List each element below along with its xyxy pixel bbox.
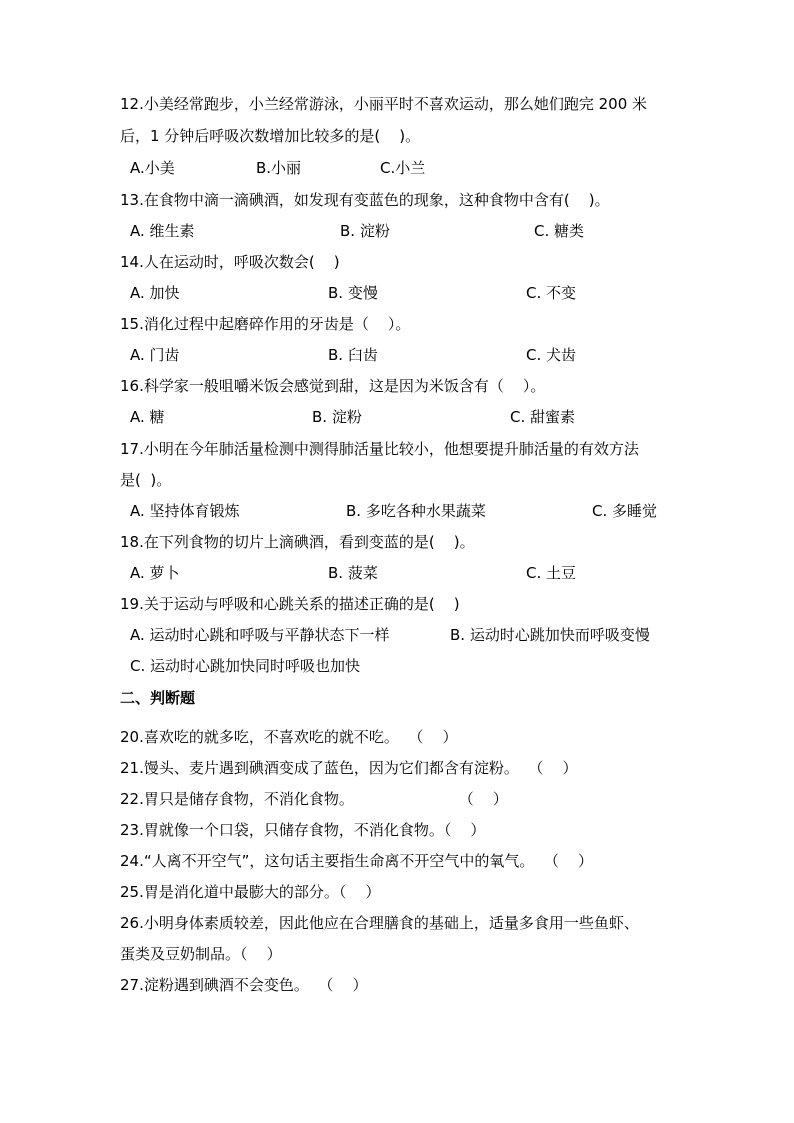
question-12-option-a: A.小美 [130,159,175,177]
question-18-option-b: B. 菠菜 [328,564,378,582]
question-18-option-c: C. 土豆 [526,564,577,582]
question-14: 14.人在运动时，呼吸次数会( ) [120,253,340,271]
question-16: 16.科学家一般咀嚼米饭会感觉到甜，这是因为米饭含有（ ）。 [120,377,546,395]
question-13: 13.在食物中滴一滴碘酒，如发现有变蓝色的现象，这种食物中含有( )。 [120,191,610,209]
question-13-option-c: C. 糖类 [534,222,585,240]
question-16-option-a: A. 糖 [130,408,165,426]
question-19-option-a: A. 运动时心跳和呼吸与平静状态下一样 [130,626,390,644]
question-19-option-b: B. 运动时心跳加快而呼吸变慢 [450,626,650,644]
question-12-option-b: B.小丽 [256,159,302,177]
question-13-option-a: A. 维生素 [130,222,195,240]
question-15-option-b: B. 臼齿 [328,346,378,364]
question-12-line-2: 后，1 分钟后呼吸次数增加比较多的是( )。 [120,127,421,145]
question-17-option-b: B. 多吃各种水果蔬菜 [346,502,486,520]
question-18-option-a: A. 萝卜 [130,564,180,582]
question-17-line-2: 是( )。 [120,471,172,489]
question-26-line-2: 蛋类及豆奶制品。（ ） [120,945,282,963]
question-16-option-b: B. 淀粉 [312,408,362,426]
question-17-option-c: C. 多睡觉 [592,502,658,520]
question-17-line-1: 17.小明在今年肺活量检测中测得肺活量比较小，他想要提升肺活量的有效方法 [120,440,639,458]
question-23: 23.胃就像一个口袋，只储存食物，不消化食物。（ ） [120,821,486,839]
question-15: 15.消化过程中起磨碎作用的牙齿是（ ）。 [120,315,411,333]
question-14-option-b: B. 变慢 [328,284,378,302]
question-24: 24.“人离不开空气”，这句话主要指生命离不开空气中的氧气。 （ ） [120,852,594,870]
question-18: 18.在下列食物的切片上滴碘酒，看到变蓝的是( )。 [120,533,475,551]
question-13-option-b: B. 淀粉 [340,222,390,240]
question-12-option-c: C.小兰 [380,159,426,177]
question-16-option-c: C. 甜蜜素 [510,408,576,426]
question-15-option-a: A. 门齿 [130,346,180,364]
question-22: 22.胃只是储存食物，不消化食物。 （ ） [120,790,508,808]
question-12-line-1: 12.小美经常跑步，小兰经常游泳，小丽平时不喜欢运动，那么她们跑完 200 米 [120,95,648,113]
question-26-line-1: 26.小明身体素质较差，因此他应在合理膳食的基础上，适量多食用一些鱼虾、 [120,914,639,932]
question-27: 27.淀粉遇到碘酒不会变色。 （ ） [120,976,368,994]
question-25: 25.胃是消化道中最膨大的部分。（ ） [120,883,381,901]
question-19: 19.关于运动与呼吸和心跳关系的描述正确的是( ) [120,595,460,613]
question-19-option-c: C. 运动时心跳加快同时呼吸也加快 [130,657,361,675]
question-20: 20.喜欢吃的就多吃，不喜欢吃的就不吃。 （ ） [120,728,458,746]
question-17-option-a: A. 坚持体育锻炼 [130,502,240,520]
question-14-option-a: A. 加快 [130,284,180,302]
question-15-option-c: C. 犬齿 [526,346,577,364]
question-14-option-c: C. 不变 [526,284,577,302]
question-21: 21.馒头、麦片遇到碘酒变成了蓝色，因为它们都含有淀粉。 （ ） [120,759,578,777]
section-2-title: 二、判断题 [120,689,196,707]
